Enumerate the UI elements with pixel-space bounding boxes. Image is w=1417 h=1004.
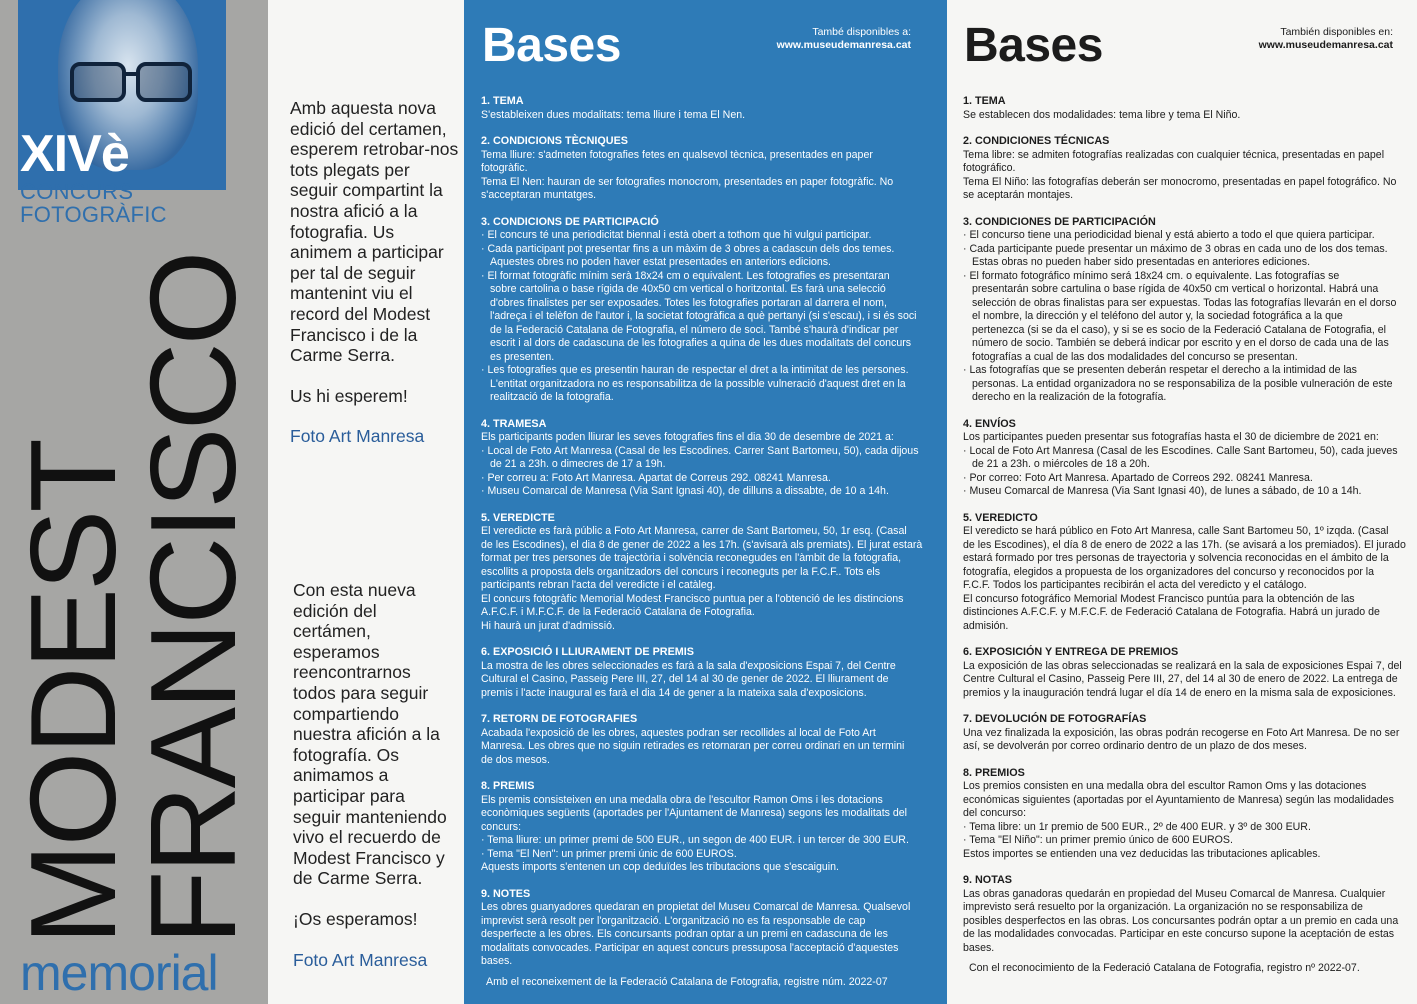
- section-heading: 5. VEREDICTO: [963, 511, 1038, 524]
- section-line: Una vez finalizada la exposición, las obras podrán recogerse en Foto Art Manresa. De no ser: [963, 726, 1400, 739]
- section-line: sobre cartolina o base rígida de 40x50 cm vertical o horitzontal. Es farà una selecció: [490, 283, 886, 295]
- section-line: Tema El Niño: las fotografías deberán ser monocromo, presentadas en papel fotográfico. No: [963, 175, 1397, 188]
- intro-spanish: [293, 580, 464, 990]
- museum-url: www.museudemanresa.cat: [1258, 39, 1393, 51]
- bases-catalan-panel: [464, 0, 947, 1004]
- section-line: · Museu Comarcal de Manresa (Via Sant Ignasi 40), de lunes a sábado, de 10 a 14h.: [963, 485, 1362, 497]
- section-line: · Tema libre: un 1r premio de 500 EUR., 2º de 400 EUR. y 3º de 300 EUR.: [963, 820, 1311, 833]
- museum-url: www.museudemanresa.cat: [776, 39, 911, 51]
- section-line: modalitats convocades. Participar en aquest concurs pressuposa l'acceptació d'aquestes: [481, 941, 899, 954]
- section-line: · Local de Foto Art Manresa (Casal de les Escodines. Carrer Sant Bartomeu, 50), cada dijous: [481, 444, 919, 457]
- section-heading: 3. CONDICIONES DE PARTICIPACIÓN: [963, 215, 1156, 228]
- section-line: estará formado por tres personas de trayectoria y solvencia reconocidas en el ámbito de la: [963, 552, 1389, 564]
- name-line-1: MODEST: [5, 441, 141, 945]
- section-line: de las modalidades convocadas. Participar en este concurso supone la aceptación de estas: [963, 928, 1395, 940]
- intro-line: reencontrarnos: [293, 662, 411, 683]
- section-line: El concurso fotográfico Memorial Modest Francisco puntúa para la obtención de las: [963, 592, 1355, 605]
- section-line: Els participants poden lliurar les seves fotografies fins el dia 30 de desembre de 2021 a:: [481, 431, 894, 443]
- section-line: distinciones A.F.C.F. y M.F.C.F. de Federació Catalana de Fotografia. Habrá un jurado de: [963, 606, 1380, 618]
- section-line: Cultural el Casino, Passeig Pere III, 27, del 14 al 30 de gener de 2022. El lliurament de: [481, 673, 889, 685]
- section-line: · El format fotogràfic mínim serà 18x24 cm o equivalent. Les fotografies es presentaran: [481, 269, 890, 282]
- section-line: escollits a proposta dels organitzadors del concurs i reconeguts per la F.C.F.. Tots els: [481, 565, 881, 578]
- section-line: d'obres finalistes per ser exposades. Totes les fotografies portaran al darrera el nom,: [490, 296, 887, 309]
- intro-line: edición del: [293, 600, 377, 621]
- section-heading: 7. RETORN DE FOTOGRAFIES: [481, 713, 638, 725]
- section-line: Estos importes se entienden una vez deducidas las tributaciones aplicables.: [963, 847, 1321, 860]
- section-line: · El concurso tiene una periodicidad bienal y está abierto a todo el que quiera participar.: [963, 229, 1375, 241]
- bases-spanish-footer: Con el reconocimiento de la Federació Catalana de Fotografia, registro nº 2022-07.: [969, 962, 1360, 974]
- intro-catalan-org: Foto Art Manresa: [290, 426, 425, 447]
- section-line: Los participantes pueden presentar sus fotografías hasta el 30 de diciembre de 2021 en:: [963, 431, 1379, 443]
- section-line: admisión.: [963, 619, 1009, 632]
- section-line: bases.: [963, 941, 995, 954]
- section-line: · Per correu a: Foto Art Manresa. Apartat de Correus 292. 08241 Manresa.: [481, 471, 831, 484]
- section-line: desperfecte a les obres. Els concursants podran optar a un premi en cadascuna de les: [481, 928, 888, 940]
- name-line-2: FRANCISCO: [124, 253, 261, 945]
- section-line: · Les fotografies que es presentin hauran de respectar el dret a la intimitat de les persones.: [481, 364, 909, 376]
- section-line: derecho en la realización de la fotografía.: [972, 391, 1167, 403]
- section-line: · Por correo: Foto Art Manresa. Apartado de Correos 292. 08241 Manresa.: [963, 471, 1313, 484]
- bases-spanish-panel: [947, 0, 1417, 1004]
- section-line: Tema El Nen: hauran de ser fotografies monocrom, presentades en paper fotogràfic. No: [481, 175, 894, 188]
- section-line: selección de obras finalistas para ser expuestas. Todas las fotografías llevarán en el dorso: [972, 296, 1397, 309]
- section-line: El veredicte es farà públic a Foto Art Manresa, carrer de Sant Bartomeu, 50, 1r esq. (Casal: [481, 525, 907, 537]
- intro-catalan-text: [290, 98, 462, 366]
- glasses-icon: [136, 62, 192, 102]
- intro-line: Con esta nueva: [293, 580, 416, 600]
- section-heading: 1. TEMA: [963, 95, 1006, 107]
- intro-line: per tal de seguir: [290, 262, 416, 283]
- section-line: Tema lliure: s'admeten fotografies fetes en qualsevol tècnica, presentades en paper: [481, 148, 873, 161]
- intro-catalan: [290, 98, 462, 467]
- section-line: Se establecen dos modalidades: tema libre y tema El Niño.: [963, 108, 1241, 121]
- intro-line: Amb aquesta nova: [290, 98, 436, 118]
- section-line: bases.: [481, 955, 513, 967]
- section-line: presentarán sobre cartulina o base rígida de 40x50 cm vertical o horizontal. Habrá una: [972, 283, 1379, 295]
- section-line: La exposición de las obras seleccionadas se realizará en la sala de exposiciones Espai 7, del: [963, 659, 1402, 672]
- intro-line: mantenint viu el: [290, 283, 413, 304]
- section-heading: 7. DEVOLUCIÓN DE FOTOGRAFÍAS: [963, 713, 1147, 725]
- intro-line: certámen,: [293, 621, 371, 642]
- intro-line: fotografía. Os: [293, 744, 400, 765]
- intro-line: animem a participar: [290, 242, 444, 263]
- section-heading: 8. PREMIOS: [963, 766, 1025, 779]
- section-line: el nombre, la dirección y el teléfono del autor y, la sociedad fotográfica a la que: [972, 310, 1343, 322]
- intro-line: participar para: [293, 785, 405, 806]
- section-line: · Local de Foto Art Manresa (Casal de les Escodines. Calle Sant Bartomeu, 50), cada jueves: [963, 444, 1398, 457]
- intro-line: vivo el recuerdo de: [293, 827, 441, 848]
- section-line: El veredicto se hará público en Foto Art Manresa, calle Sant Bartomeu 50, 1º izqda. (Casal: [963, 525, 1389, 537]
- section-line: · Tema "El Nen": un primer premi únic de 600 EUROS.: [481, 847, 737, 860]
- section-line: realització de la fotografia.: [490, 391, 614, 403]
- section-line: premios y la inauguración tendrá lugar el día 14 de enero en la misma sala de exposiciones.: [963, 686, 1396, 699]
- intro-line: todos para seguir: [293, 682, 429, 703]
- section-line: format per tres persones de trajectòria i solvència reconegudes en l'àmbit de la fotografia,: [481, 552, 902, 564]
- intro-line: Francisco i de la: [290, 324, 418, 345]
- section-line: del concurso:: [963, 807, 1027, 819]
- section-heading: 9. NOTAS: [963, 874, 1012, 886]
- section-line: económicas siguientes (aportadas por el Ayuntamiento de Manresa) según las modalidades: [963, 793, 1394, 806]
- availability-text: També disponibles a:: [812, 26, 911, 38]
- intro-spanish-text: [293, 580, 464, 889]
- section-line: Les obres guanyadores quedaran en propietat del Museu Comarcal de Manresa. Qualsevol: [481, 901, 911, 913]
- section-heading: 4. TRAMESA: [481, 417, 547, 430]
- intro-line: record del Modest: [290, 303, 431, 324]
- section-heading: 2. CONDICIONES TÉCNICAS: [963, 135, 1110, 147]
- section-line: de dos mesos.: [481, 753, 550, 766]
- intro-line: nuestra afición a la: [293, 724, 440, 745]
- section-line: L'entitat organitzadora no es responsabilitza de la possible vulneració d'aquest dret en la: [490, 377, 906, 390]
- section-line: Estas obras no pueden haber sido presentadas en anteriores ediciones.: [972, 256, 1311, 268]
- section-line: de 21 a 23h. o dimecres de 17 a 19h.: [490, 458, 666, 470]
- section-line: · Cada participante puede presentar un máximo de 3 obras en cada uno de los dos temas.: [963, 242, 1388, 255]
- section-line: escrit i al dors de cadascuna de les fotografies a quina de les dues modalitats del concurs: [490, 337, 912, 349]
- section-line: · El formato fotográfico mínimo será 18x24 cm. o equivalente. Las fotografías se: [963, 269, 1340, 282]
- availability-note-ca: [777, 26, 911, 52]
- bases-spanish-title: Bases: [964, 19, 1103, 72]
- section-line: · Tema "El Niño": un primer premio único de 600 EUROS.: [963, 834, 1233, 846]
- honoree-name: [5, 253, 261, 945]
- section-line: Els premis consisteixen en una medalla obra de l'escultor Ramon Oms i les dotacions: [481, 793, 883, 806]
- section-line: participants rebran l'acta del veredicte i el catàleg.: [481, 579, 716, 591]
- section-heading: 6. EXPOSICIÓ I LLIURAMENT DE PREMIS: [481, 646, 694, 658]
- cover-panel: [0, 0, 268, 1004]
- section-line: es presenten.: [490, 350, 555, 363]
- section-line: imprevisto será resuelto por la organización. La organización no se responsabiliza de: [963, 901, 1363, 913]
- intro-catalan-closing: Us hi esperem!: [290, 385, 408, 406]
- section-line: A.F.C.F. i M.F.C.F. de la Federació Catalana de Fotografia.: [481, 606, 755, 618]
- section-line: se aceptarán montajes.: [963, 189, 1074, 201]
- intro-line: compartiendo: [293, 703, 400, 724]
- section-line: de les Escodines), el día 8 de enero de 2022 a las 17h. (se avisará a los premiados). El jurado: [963, 538, 1406, 551]
- section-line: así, se devolverán por correo ordinario dentro de un plazo de dos meses.: [963, 740, 1307, 752]
- section-line: Los premios consisten en una medalla obra del escultor Ramon Oms y las dotaciones: [963, 780, 1367, 792]
- section-line: · El concurs té una periodicitat biennal i està obert a tothom que hi vulgui participar.: [481, 229, 872, 241]
- section-line: Centre Cultural el Casino, Passeig Pere III, 27, del 14 al 30 de enero de 2022. La entrega de: [963, 673, 1398, 685]
- section-line: fotogràfic.: [481, 162, 528, 174]
- section-heading: 1. TEMA: [481, 95, 524, 107]
- intro-line: animamos a: [293, 765, 389, 786]
- intro-line: edició del certamen,: [290, 118, 447, 139]
- section-heading: 5. VEREDICTE: [481, 511, 555, 524]
- section-heading: 8. PREMIS: [481, 780, 535, 792]
- section-line: · Las fotografías que se presenten deberán respetar el derecho a la intimidad de las: [963, 364, 1357, 376]
- intro-line: de Carme Serra.: [293, 868, 423, 889]
- section-line: pertenezca (si se da el caso), y si se es socio de la Federació Catalana de Fotografia, el: [972, 323, 1386, 336]
- availability-note-es: [1259, 26, 1393, 52]
- intro-line: seguir manteniendo: [293, 806, 447, 827]
- section-line: concurs:: [481, 820, 522, 833]
- section-line: de les Escodines), el dia 8 de gener de 2022 a les 17h. (s'avisarà als premiats). El jurat estarà: [481, 538, 923, 551]
- section-line: Aquestes obres no poden haver estat presentades en anteriors edicions.: [490, 256, 831, 268]
- section-line: Acabada l'exposició de les obres, aquestes podran ser recollides al local de Foto Art: [481, 726, 876, 739]
- section-line: posibles desperfectos en las obras. Los concursantes podrán optar a un premio en cada una: [963, 914, 1399, 927]
- section-heading: 4. ENVÍOS: [963, 417, 1016, 430]
- section-line: F.C.F. Todos los participantes recibirán el acta del veredicto y el catálogo.: [963, 579, 1307, 591]
- section-heading: 9. NOTES: [481, 887, 531, 900]
- section-line: l'adreça i el telèfon de l'autor i, la societat fotogràfica a què pertanyi (si s'escau), i si és soci: [490, 310, 917, 322]
- section-line: econòmiques següents (aportades per l'Ajuntament de Manresa) segons les modalitats del: [481, 807, 908, 819]
- intro-line: fotografia. Us: [290, 221, 395, 242]
- intro-spanish-closing: ¡Os esperamos!: [293, 908, 418, 929]
- intro-panel: [268, 0, 464, 1004]
- section-line: de la Federació Catalana de Fotografia, el número de soci. També s'haurà d'indicar per: [490, 323, 899, 336]
- section-line: Aquests imports s'entenen un cop deduïdes les tributacions que s'escaiguin.: [481, 861, 839, 873]
- section-line: número de socio. También se deberá indicar por escrito y en el dorso de cada una de las: [972, 337, 1389, 349]
- section-heading: 3. CONDICIONS DE PARTICIPACIÓ: [481, 215, 659, 228]
- section-line: · Museu Comarcal de Manresa (Via Sant Ignasi 40), de dilluns a dissabte, de 10 a 14h.: [481, 485, 889, 497]
- section-line: fotografías a cual de las dos modalidades del concurso se presentan.: [972, 350, 1298, 363]
- bases-catalan-title: Bases: [482, 19, 621, 72]
- section-line: · Cada participant pot presentar fins a un màxim de 3 obres a cadascun dels dos temes.: [481, 242, 895, 255]
- bases-catalan-footer: Amb el reconeixement de la Federació Catalana de Fotografia, registre núm. 2022-07: [486, 976, 888, 988]
- intro-line: tots plegats per: [290, 159, 410, 180]
- glasses-icon: [70, 62, 126, 102]
- section-line: Manresa. Les obres que no siguin retirades es retornaran per correu ordinari en un termini: [481, 740, 905, 752]
- memorial-label: memorial: [20, 945, 218, 1001]
- intro-line: esperem retrobar-nos: [290, 139, 459, 160]
- concurs-label: CONCURS: [20, 179, 134, 204]
- section-line: S'estableixen dues modalitats: tema lliure i tema El Nen.: [481, 108, 746, 121]
- section-line: personas. La entidad organizadora no se responsabiliza de la posible vulneración de este: [972, 377, 1393, 390]
- section-line: imprevist serà resolt per l'organització. L'organització no es fa responsable de cap: [481, 914, 866, 927]
- fotografic-label: FOTOGRÀFIC: [20, 202, 167, 227]
- section-line: s'acceptaran muntatges.: [481, 189, 597, 201]
- intro-line: seguir compartint la: [290, 180, 443, 201]
- section-heading: 2. CONDICIONS TÈCNIQUES: [481, 135, 628, 147]
- intro-line: Carme Serra.: [290, 345, 396, 366]
- edition-title: XIVè: [20, 125, 129, 183]
- intro-line: Modest Francisco y: [293, 847, 445, 868]
- section-line: La mostra de les obres seleccionades es farà a la sala d'exposicions Espai 7, del Centre: [481, 659, 896, 672]
- intro-spanish-org: Foto Art Manresa: [293, 949, 428, 970]
- section-line: premis i l'acte inaugural es farà el dia 14 de gener a la mateixa sala d'exposicions.: [481, 686, 867, 699]
- availability-text: También disponibles en:: [1280, 26, 1393, 38]
- bases-spanish-sections: [963, 95, 1415, 955]
- section-heading: 6. EXPOSICIÓN Y ENTREGA DE PREMIOS: [963, 646, 1179, 658]
- section-line: Las obras ganadoras quedarán en propiedad del Museu Comarcal de Manresa. Cualquier: [963, 887, 1386, 900]
- section-line: Tema libre: se admiten fotografías realizadas con cualquier técnica, presentadas en papel: [963, 148, 1385, 161]
- section-line: de 21 a 23h. o miércoles de 18 a 20h.: [972, 458, 1150, 470]
- section-line: · Tema lliure: un primer premi de 500 EUR., un segon de 400 EUR. i un tercer de 300 EUR.: [481, 834, 909, 846]
- section-line: fotográfico.: [963, 162, 1016, 174]
- section-line: Hi haurà un jurat d'admissió.: [481, 619, 615, 632]
- intro-line: nostra afició a la: [290, 200, 418, 221]
- intro-line: esperamos: [293, 641, 380, 662]
- section-line: fotografía, elegidos a propuesta de los organizadores del concurso y reconocidos por la: [963, 565, 1375, 578]
- section-line: El concurs fotogràfic Memorial Modest Francisco puntua per a l'obtenció de les distincions: [481, 592, 904, 605]
- bases-catalan-sections: [481, 95, 943, 969]
